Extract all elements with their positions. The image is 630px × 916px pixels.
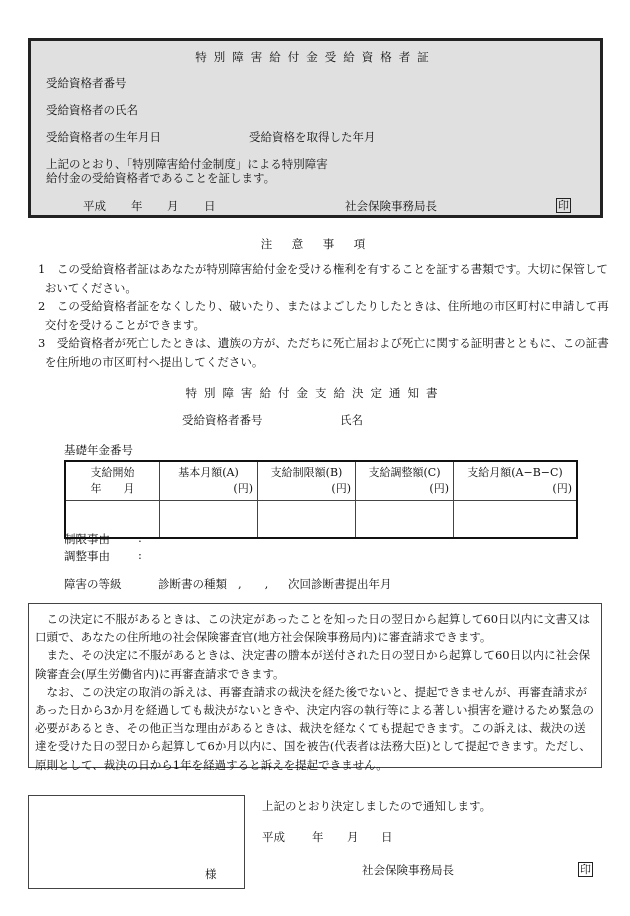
column-header-line1: 支給開始 xyxy=(90,466,135,479)
appeal-paragraph: なお、この決定の取消の訴えは、再審査請求の裁決を経た後でないと、提起できませんが、再審査請求があった日から3か月を経過しても裁決がないときや、決定内容の執行等による著しい損害を避けるため緊急の必要があるとき、その他正当な理由があるときは、裁決を経なくても提起できます。この訴えは、裁決の送達を受けた日の翌日から起算して6か月以内に、国を被告(代表者は法務大臣)として提起できます。ただし、原則として、裁決の日から1年を経過すると訴えを提起できません。 xyxy=(35,684,594,772)
diagnosis-type-label: 診断書の種類 xyxy=(158,577,227,591)
footer-issuer: 社会保険事務局長 xyxy=(362,863,454,877)
issuer-label: 社会保険事務局長 xyxy=(345,199,437,213)
column-header xyxy=(258,461,356,501)
column-header-line1: 支給月額(A−B−C) xyxy=(467,466,563,479)
column-header-unit: (円) xyxy=(233,482,253,495)
recipient-number-label: 受給資格者番号 xyxy=(46,76,127,90)
footer-date-month: 月 xyxy=(347,830,359,844)
limit-reason-colon: : xyxy=(138,531,142,545)
next-diagnosis-label: 次回診断書提出年月 xyxy=(288,577,392,591)
addressee-suffix: 様 xyxy=(205,867,217,881)
column-header-unit: (円) xyxy=(331,482,351,495)
date-year: 年 xyxy=(131,199,143,213)
column-header-unit: (円) xyxy=(552,482,572,495)
decision-number-label: 受給資格者番号 xyxy=(182,413,263,427)
limit-reason-label: 制限事由 xyxy=(64,532,110,546)
note-item: 2 この受給資格者証をなくしたり、破いたり、またはよごしたりしたときは、住所地の市区町村に申請して再交付を受けることができます。 xyxy=(38,299,609,332)
appeal-paragraph: この決定に不服があるときは、この決定があったことを知った日の翌日から起算して60日以内に文書又は口頭で、あなたの住所地の社会保険審査官(地方社会保険事務局内)に審査請求できます。 xyxy=(35,612,591,645)
statement-line-2: 給付金の受給資格者であることを証します。 xyxy=(46,171,276,185)
column-header xyxy=(454,461,578,501)
column-header-line1: 基本月額(A) xyxy=(178,466,239,479)
appeal-paragraph: また、その決定に不服があるときは、決定書の謄本が送付された日の翌日から起算して60日以内に社会保険審査会(厚生労働省内)に再審査請求できます。 xyxy=(35,648,591,681)
pension-number-label: 基礎年金番号 xyxy=(64,443,133,457)
column-header xyxy=(356,461,454,501)
column-header-line1: 支給制限額(B) xyxy=(270,466,343,479)
date-month: 月 xyxy=(167,199,179,213)
table-cell xyxy=(160,501,258,539)
footer-date-era: 平成 xyxy=(262,830,285,844)
recipient-name-label: 受給資格者の氏名 xyxy=(46,103,138,117)
notice-statement: 上記のとおり決定しましたので通知します。 xyxy=(262,799,492,813)
table-cell xyxy=(356,501,454,539)
statement-line-1: 上記のとおり、「特別障害給付金制度」による特別障害 xyxy=(46,157,328,171)
column-header xyxy=(65,461,160,501)
seal-mark: 印 xyxy=(558,199,569,212)
footer-date-day: 日 xyxy=(381,830,393,844)
acquired-date-label: 受給資格を取得した年月 xyxy=(249,130,376,144)
table-cell xyxy=(454,501,578,539)
footer-seal-mark: 印 xyxy=(580,863,591,876)
column-header-line1: 支給調整額(C) xyxy=(368,466,441,479)
column-header-unit: (円) xyxy=(429,482,449,495)
adjust-reason-label: 調整事由 xyxy=(64,549,110,563)
adjust-reason-colon: : xyxy=(138,548,142,562)
disability-grade-label: 障害の等級 xyxy=(64,577,122,591)
note-item: 3 受給資格者が死亡したときは、遺族の方が、ただちに死亡届および死亡に関する証明書とともに、この証書を住所地の市区町村へ提出してください。 xyxy=(38,336,609,369)
table-header-row xyxy=(65,461,577,501)
payment-table xyxy=(64,460,578,539)
diagnosis-type-separators: , , xyxy=(238,577,269,591)
date-day: 日 xyxy=(204,199,216,213)
notes-title: 注 意 事 項 xyxy=(260,237,370,251)
decision-title: 特別障害給付金支給決定通知書 xyxy=(185,386,445,400)
column-header-line2: 年 月 xyxy=(90,482,135,495)
note-item: 1 この受給資格者証はあなたが特別障害給付金を受ける権利を有することを証する書類です。大切に保管しておいてください。 xyxy=(38,262,608,295)
column-header xyxy=(160,461,258,501)
birthdate-label: 受給資格者の生年月日 xyxy=(46,130,161,144)
table-cell xyxy=(258,501,356,539)
certificate-box xyxy=(28,38,603,218)
date-era: 平成 xyxy=(83,199,106,213)
addressee-box xyxy=(28,795,245,889)
footer-date-year: 年 xyxy=(312,830,324,844)
decision-name-label: 氏名 xyxy=(340,413,363,427)
certificate-title: 特別障害給付金受給資格者証 xyxy=(195,50,436,64)
appeal-notice-box xyxy=(28,603,602,772)
